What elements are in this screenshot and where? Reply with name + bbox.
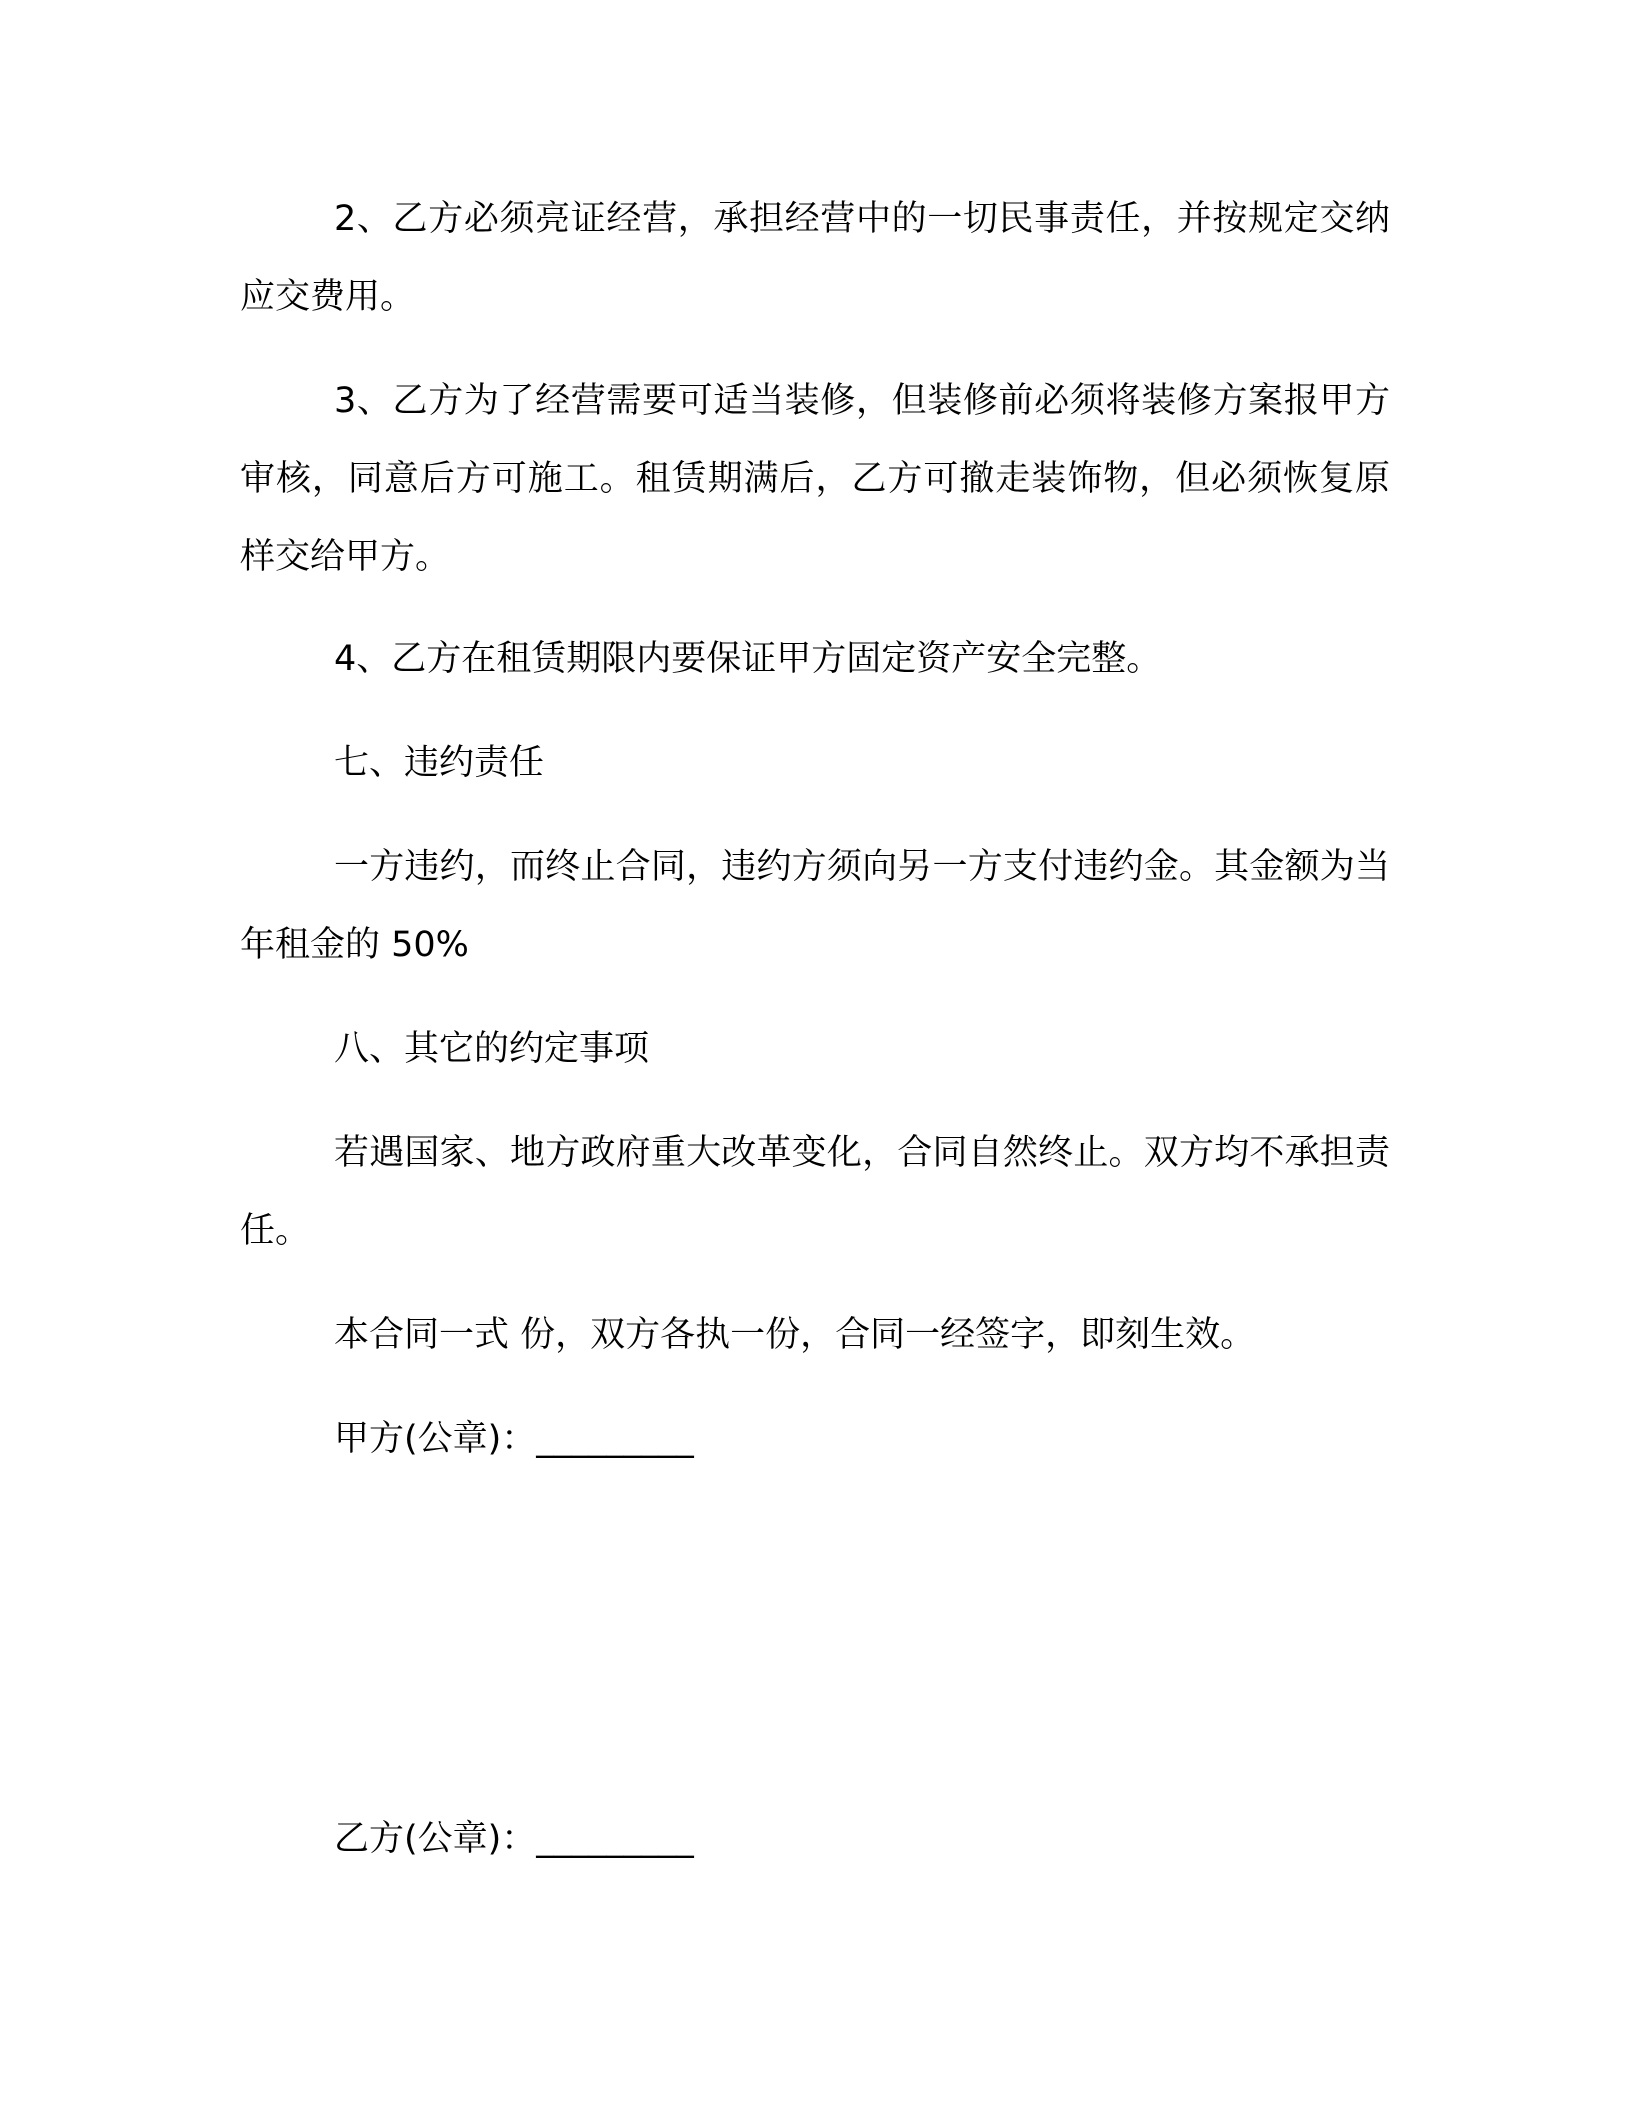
copies-paragraph: 本合同一式 份，双方各执一份，合同一经签字，即刻生效。 — [334, 1315, 1256, 1355]
party-b-signature-line: 乙方(公章)：_________ — [334, 1819, 694, 1859]
party-a-signature-line: 甲方(公章)：_________ — [334, 1419, 694, 1459]
other-terms-paragraph: 若遇国家、地方政府重大改革变化，合同自然终止。双方均不承担责任。 — [240, 1133, 1390, 1251]
section-7-heading: 七、违约责任 — [334, 743, 545, 783]
section-8-heading: 八、其它的约定事项 — [334, 1029, 650, 1069]
breach-paragraph: 一方违约，而终止合同，违约方须向另一方支付违约金。其金额为当年租金的 50% — [240, 847, 1390, 965]
clause-2-paragraph: 2、乙方必须亮证经营，承担经营中的一切民事责任，并按规定交纳应交费用。 — [240, 199, 1390, 317]
clause-4-paragraph: 4、乙方在租赁期限内要保证甲方固定资产安全完整。 — [334, 639, 1162, 679]
clause-3-paragraph: 3、乙方为了经营需要可适当装修，但装修前必须将装修方案报甲方审核，同意后方可施工。租赁期满后，乙方可撤走装饰物，但必须恢复原样交给甲方。 — [240, 381, 1390, 577]
